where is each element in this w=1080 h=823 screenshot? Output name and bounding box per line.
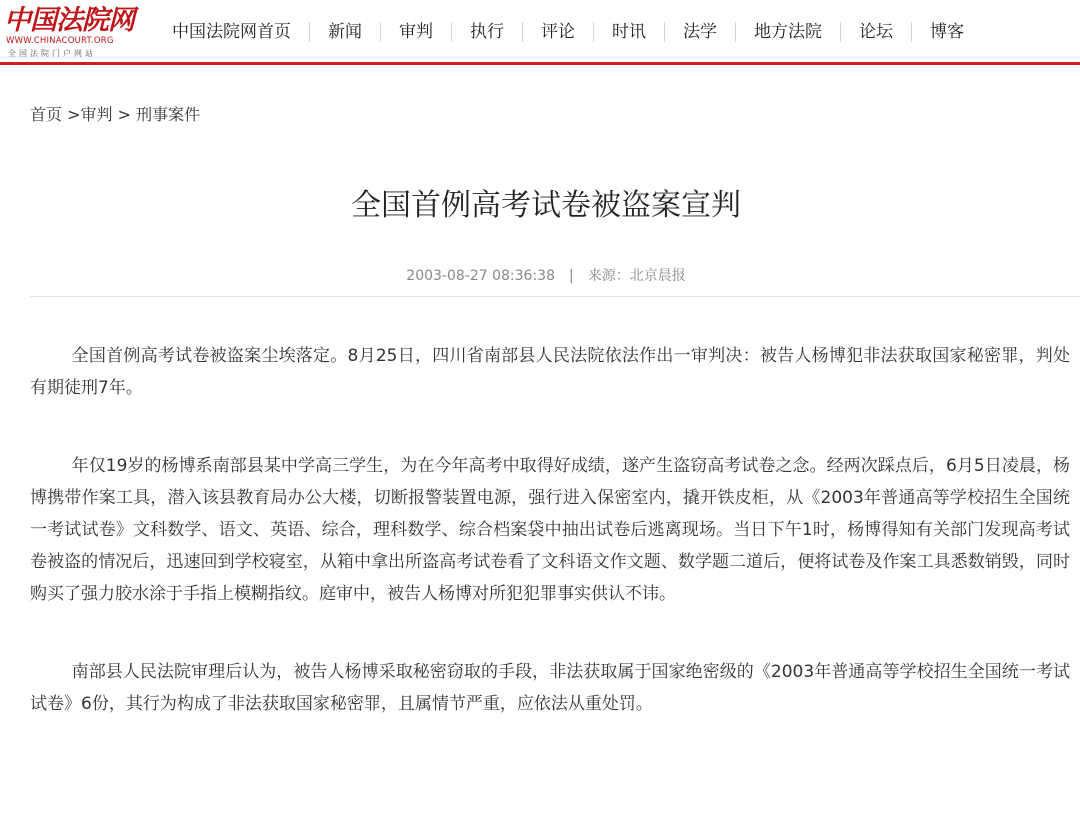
article-title: 全国首例高考试卷被盗案宣判	[351, 188, 741, 223]
site-logo[interactable]	[4, 5, 134, 58]
nav-item-jurisprudence[interactable]: 法学	[683, 22, 717, 42]
article-paragraph: 南部县人民法院审理后认为，被告人杨博采取秘密窃取的手段，非法获取属于国家绝密级的《2003年普通高等学校招生全国统一考试试卷》6份，其行为构成了非法获取国家秘密罪，且属情节严重，应依法从重处罚。	[30, 662, 1070, 714]
breadcrumb-home[interactable]: 首页	[30, 105, 63, 124]
breadcrumb-separator: >	[62, 105, 81, 124]
nav-item-news[interactable]: 新闻	[328, 22, 362, 42]
article-paragraph: 年仅19岁的杨博系南部县某中学高三学生，为在今年高考中取得好成绩，遂产生盗窃高考试卷之念。经两次踩点后，6月5日凌晨，杨博携带作案工具，潜入该县教育局办公大楼，切断报警装置电源，强行进入保密室内，撬开铁皮柜，从《2003年普通高等学校招生全国统一考试试卷》文科数学、语文、英语、综合，理科数学、综合档案袋中抽出试卷后逃离现场。当日下午1时，杨博得知有关部门发现高考试卷被盗的情况后，迅速回到学校寝室，从箱中拿出所盗高考试卷看了文科语文作文题、数学题二道后，便将试卷及作案工具悉数销毁，同时购买了强力胶水涂于手指上模糊指纹。庭审中，被告人杨博对所犯犯罪事实供认不讳。	[30, 456, 1070, 604]
nav-item-commentary[interactable]: 评论	[541, 22, 575, 42]
nav-item-local-courts[interactable]: 地方法院	[754, 22, 822, 42]
breadcrumb	[30, 102, 200, 125]
article-meta	[0, 265, 1080, 285]
nav-item-forum[interactable]: 论坛	[859, 22, 893, 42]
article-source: 来源：北京晨报	[587, 268, 686, 284]
header-accent-line	[0, 62, 1080, 65]
article-datetime: 2003-08-27 08:36:38	[406, 268, 555, 284]
logo-text: 中国法院网	[4, 5, 134, 36]
meta-separator: |	[568, 268, 574, 284]
breadcrumb-criminal-cases[interactable]: 刑事案件	[136, 105, 201, 124]
header	[0, 0, 1080, 62]
article-body	[30, 340, 1070, 766]
nav-item-trial[interactable]: 审判	[399, 22, 433, 42]
logo-tagline: 全国法院门户网站	[8, 49, 96, 58]
nav-item-briefs[interactable]: 时讯	[612, 22, 646, 42]
breadcrumb-separator: >	[112, 105, 137, 124]
nav-item-enforcement[interactable]: 执行	[470, 22, 504, 42]
nav-item-home[interactable]: 中国法院网首页	[172, 22, 291, 42]
article-paragraph: 全国首例高考试卷被盗案尘埃落定。8月25日，四川省南部县人民法院依法作出一审判决：被告人杨博犯非法获取国家秘密罪，判处有期徒刑7年。	[30, 346, 1070, 398]
nav-item-blog[interactable]: 博客	[930, 22, 964, 42]
main-nav	[152, 16, 982, 48]
logo-url: WWW.CHINACOURT.ORG	[6, 36, 114, 46]
breadcrumb-trial[interactable]: 审判	[80, 105, 113, 124]
title-divider	[30, 296, 1080, 297]
